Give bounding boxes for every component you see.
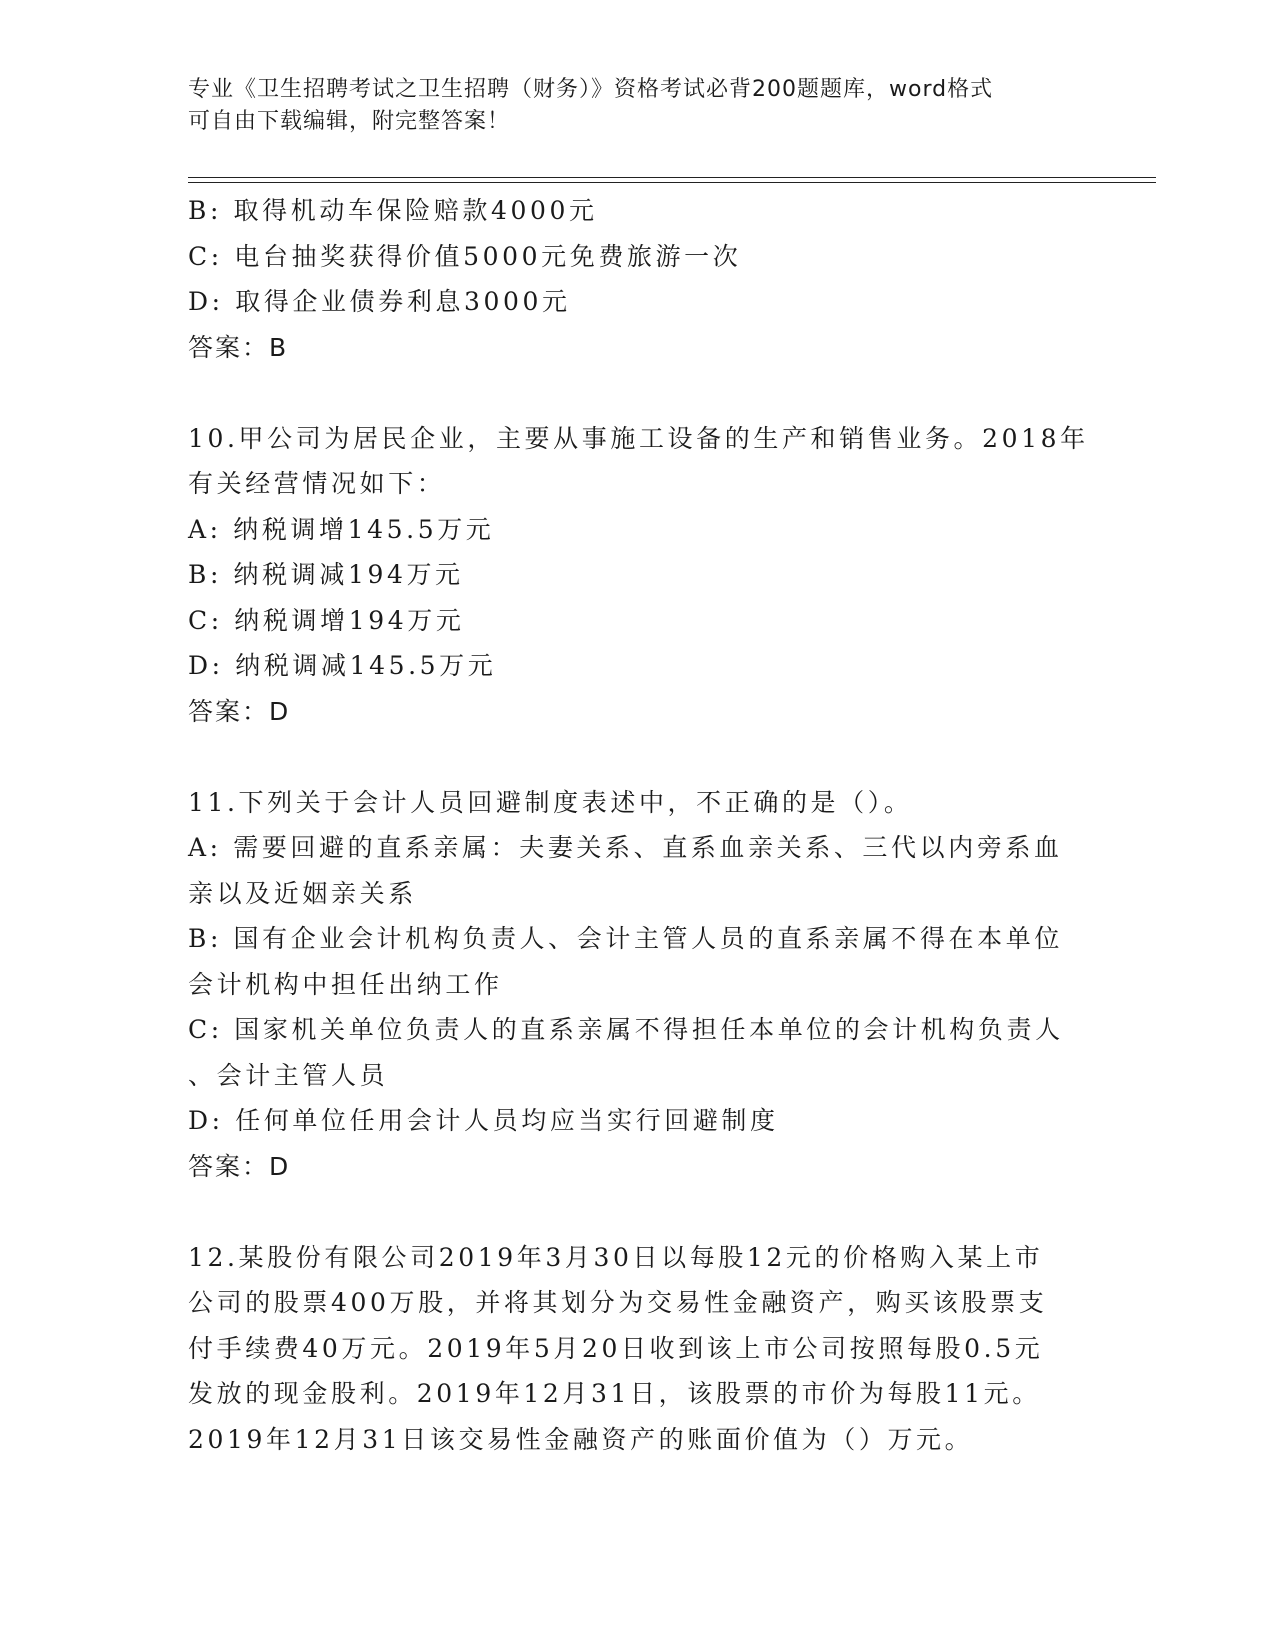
spacer: [188, 734, 1088, 780]
question-stem-line: 付手续费40万元。2019年5月20日收到该上市公司按照每股0.5元: [188, 1333, 1044, 1363]
spacer: [188, 370, 1088, 416]
answer-line: 答案：D: [188, 696, 291, 726]
question-11: [188, 780, 1088, 1190]
question-stem-line: 有关经营情况如下：: [188, 469, 446, 498]
header-line-2: 可自由下载编辑，附完整答案！: [188, 109, 511, 134]
question-12: [188, 1235, 1088, 1463]
option-d: D: 纳税调减145.5万元: [188, 651, 497, 680]
option-a: A: 纳税调增145.5万元: [188, 514, 495, 544]
question-stem-line: 12.某股份有限公司2019年3月30日以每股12元的价格购入某上市: [188, 1242, 1044, 1272]
option-b: B: 国有企业会计机构负责人、会计主管人员的直系亲属不得在本单位: [188, 924, 1063, 953]
option-a: A: 需要回避的直系亲属：夫妻关系、直系血亲关系、三代以内旁系血: [188, 833, 1063, 862]
option-c-continued: 、会计主管人员: [188, 1060, 389, 1090]
question-stem-line: 2019年12月31日该交易性金融资产的账面价值为（）万元。: [188, 1424, 974, 1454]
option-c: C: 国家机关单位负责人的直系亲属不得担任本单位的会计机构负责人: [188, 1015, 1064, 1044]
header-divider-top: [188, 177, 1156, 178]
question-stem-line: 发放的现金股利。2019年12月31日，该股票的市价为每股11元。: [188, 1379, 1041, 1408]
option-c: C: 纳税调增194万元: [188, 605, 465, 635]
header-line-1: 专业《卫生招聘考试之卫生招聘（财务）》资格考试必背200题题库，word格式: [188, 77, 994, 102]
document-body: [188, 188, 1088, 1462]
option-a-continued: 亲以及近姻亲关系: [188, 878, 417, 908]
question-stem-line: 10.甲公司为居民企业，主要从事施工设备的生产和销售业务。2018年: [188, 423, 1089, 453]
option-d: D: 任何单位任用会计人员均应当实行回避制度: [188, 1106, 779, 1135]
question-10: [188, 416, 1088, 735]
header-divider-bottom: [188, 182, 1156, 183]
option-b-continued: 会计机构中担任出纳工作: [188, 969, 503, 999]
answer-line: 答案：D: [188, 1151, 291, 1181]
question-stem-line: 11.下列关于会计人员回避制度表述中，不正确的是（）。: [188, 787, 913, 817]
answer-line: 答案：B: [188, 332, 289, 362]
question-stem-line: 公司的股票400万股，并将其划分为交易性金融资产，购买该股票支: [188, 1288, 1048, 1317]
option-b: B: 纳税调减194万元: [188, 560, 464, 589]
option-c: C: 电台抽奖获得价值5000元免费旅游一次: [188, 241, 742, 271]
document-header: [188, 74, 1068, 138]
option-b: B: 取得机动车保险赔款4000元: [188, 196, 598, 225]
question-9-continued: [188, 188, 1088, 370]
spacer: [188, 1189, 1088, 1235]
option-d: D: 取得企业债券利息3000元: [188, 287, 571, 316]
